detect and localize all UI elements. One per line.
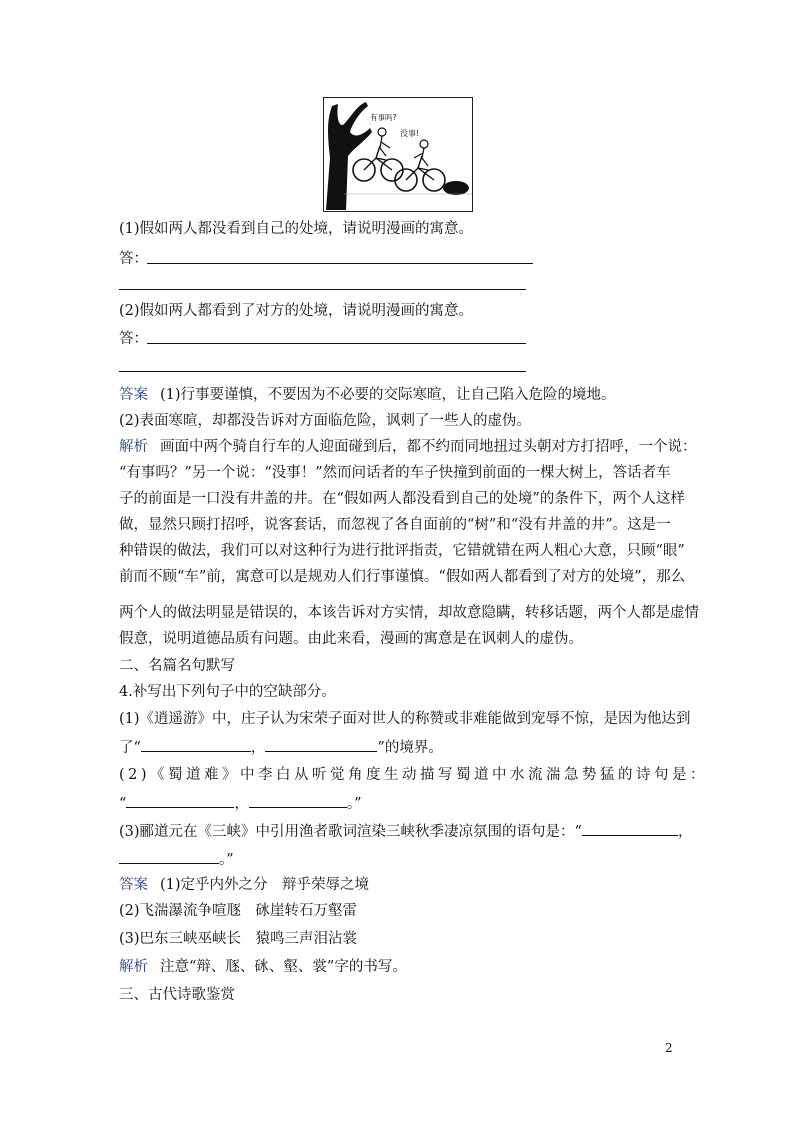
answer-prefix-2: 答： (119, 331, 148, 347)
analysis-label: 解析 (119, 959, 148, 975)
answer-line[interactable] (119, 289, 526, 290)
analysis-1-line-4: 种错误的做法，我们可以对这种行为进行批评指责，它错就错在两人粗心大意，只顾“眼” (119, 543, 685, 559)
answer-prompt-2 (119, 328, 679, 350)
q4-sub-3-line-1: (3)郦道元在《三峡》中引用渔者歌词渲染三峡秋季凄凉氛围的语句是：“ ， (119, 820, 679, 843)
answer-4-line-1: 答案 (1)定乎内外之分 辩乎荣辱之境 (119, 877, 370, 893)
fill-blank[interactable] (119, 848, 219, 864)
answer-label: 答案 (119, 877, 148, 893)
answer-1-line-2: (2)表面寒暄，却都没告诉对方面临危险，讽刺了一些人的虚伪。 (119, 413, 532, 429)
fill-blank[interactable] (265, 736, 377, 752)
analysis-label: 解析 (119, 439, 148, 455)
answer-4-line-2: (2)飞湍瀑流争喧豗 砯崖转石万壑雷 (119, 903, 358, 919)
analysis-1-line-6: 两个人的做法明显是错误的，本该告诉对方实情，却故意隐瞒，转移话题，两个人都是虚情 (119, 605, 699, 621)
analysis-4: 解析 注意“辩、豗、砯、壑、裳”字的书写。 (119, 959, 407, 975)
section-2-title: 二、名篇名句默写 (119, 658, 235, 674)
speech-right: 没事! (400, 129, 420, 138)
answer-label: 答案 (119, 387, 148, 403)
q4-sub-2-line-2: “ ， 。” (119, 792, 679, 815)
analysis-1-line-5: 前而不顾“车”前，寓意可以是规劝人们行事谨慎。“假如两人都看到了对方的处境”，那么 (119, 569, 686, 585)
fill-blank[interactable] (126, 792, 234, 808)
speech-left: 有事吗? (370, 113, 397, 122)
analysis-1-line-0: 解析 画面中两个骑自行车的人迎面碰到后，都不约而同地扭过头朝对方打招呼，一个说： (119, 439, 697, 455)
page-number: 2 (665, 1041, 673, 1055)
cartoon-drawing (324, 98, 472, 211)
q4-sub-1-line-1: (1)《逍遥游》中，庄子认为宋荣子面对世人的称赞或非难能做到宠辱不惊，是因为他达到 (119, 711, 691, 727)
cartoon-illustration (323, 97, 473, 212)
answer-line[interactable] (119, 371, 526, 372)
analysis-1-line-1: “有事吗？”另一个说：“没事！”然而问话者的车子快撞到前面的一棵大树上，答话者车 (119, 465, 671, 481)
analysis-1-line-3: 做，显然只顾打招呼，说客套话，而忽视了各自面前的“树”和“没有井盖的井”。这是一 (119, 517, 671, 533)
answer-line[interactable] (147, 343, 526, 344)
answer-prompt-1 (119, 248, 679, 270)
answer-prefix-1: 答： (119, 251, 148, 267)
fill-blank[interactable] (141, 736, 251, 752)
q4-sub-3-line-2: 。” (119, 848, 679, 871)
question-2: (2)假如两人都看到了对方的处境，请说明漫画的寓意。 (119, 303, 474, 319)
fill-blank[interactable] (249, 792, 347, 808)
q4-sub-2-line-1: (2)《蜀道难》中李白从听觉角度生动描写蜀道中水流湍急势猛的诗句是： (119, 767, 709, 783)
section-3-title: 三、古代诗歌鉴赏 (119, 987, 235, 1003)
answer-1-line-1: 答案 (1)行事要谨慎，不要因为不必要的交际寒暄，让自己陷入危险的境地。 (119, 387, 616, 403)
question-1: (1)假如两人都没看到自己的处境，请说明漫画的寓意。 (119, 221, 474, 237)
analysis-1-line-7: 假意，说明道德品质有问题。由此来看，漫画的寓意是在讽刺人的虚伪。 (119, 631, 583, 647)
question-4-stem: 4.补写出下列句子中的空缺部分。 (119, 684, 336, 700)
answer-4-line-3: (3)巴东三峡巫峡长 猿鸣三声泪沾裳 (119, 931, 358, 947)
q4-sub-1-line-2: 了“ ， ”的境界。 (119, 736, 679, 759)
answer-line[interactable] (147, 263, 533, 264)
analysis-1-line-2: 子的前面是一口没有井盖的井。在“假如两人都没看到自己的处境”的条件下，两个人这样 (119, 491, 685, 507)
fill-blank[interactable] (582, 820, 678, 836)
